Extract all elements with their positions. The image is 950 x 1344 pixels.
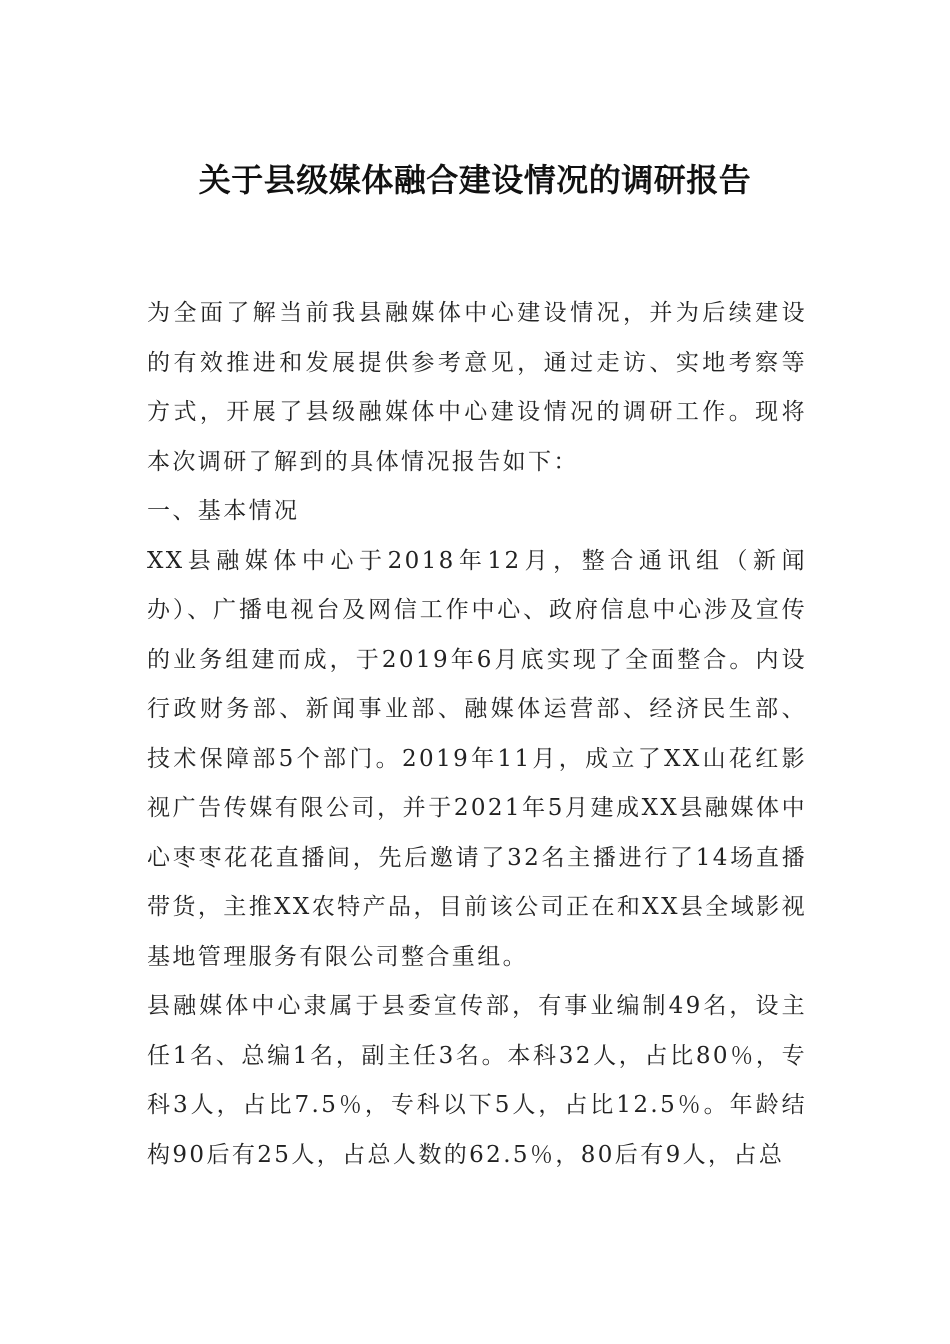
document-body [147,289,807,1180]
paragraph-intro: 为全面了解当前我县融媒体中心建设情况，并为后续建设的有效推进和发展提供参考意见，通过走访、实地考察等方式，开展了县级融媒体中心建设情况的调研工作。现将本次调研了解到的具体情况报告如下： [147,300,807,475]
paragraph-staffing: 县融媒体中心隶属于县委宣传部，有事业编制49名，设主任1名、总编1名，副主任3名。本科32人，占比80％，专科3人，占比7.5％，专科以下5人，占比12.5％。年龄结构90后有25人，占总人数的62.5％，80后有9人，占总 [147,993,807,1168]
section-heading-basic-situation: 一、基本情况 [147,498,300,524]
paragraph-organization: XX县融媒体中心于2018年12月，整合通讯组（新闻办）、广播电视台及网信工作中心、政府信息中心涉及宣传的业务组建而成，于2019年6月底实现了全面整合。内设行政财务部、新闻事业部、融媒体运营部、经济民生部、技术保障部5个部门。2019年11月，成立了XX山花红影视广告传媒有限公司，并于2021年5月建成XX县融媒体中心枣枣花花直播间，先后邀请了32名主播进行了14场直播带货，主推XX农特产品，目前该公司正在和XX县全域影视基地管理服务有限公司整合重组。 [147,547,807,970]
document-title: 关于县级媒体融合建设情况的调研报告 [198,161,752,199]
